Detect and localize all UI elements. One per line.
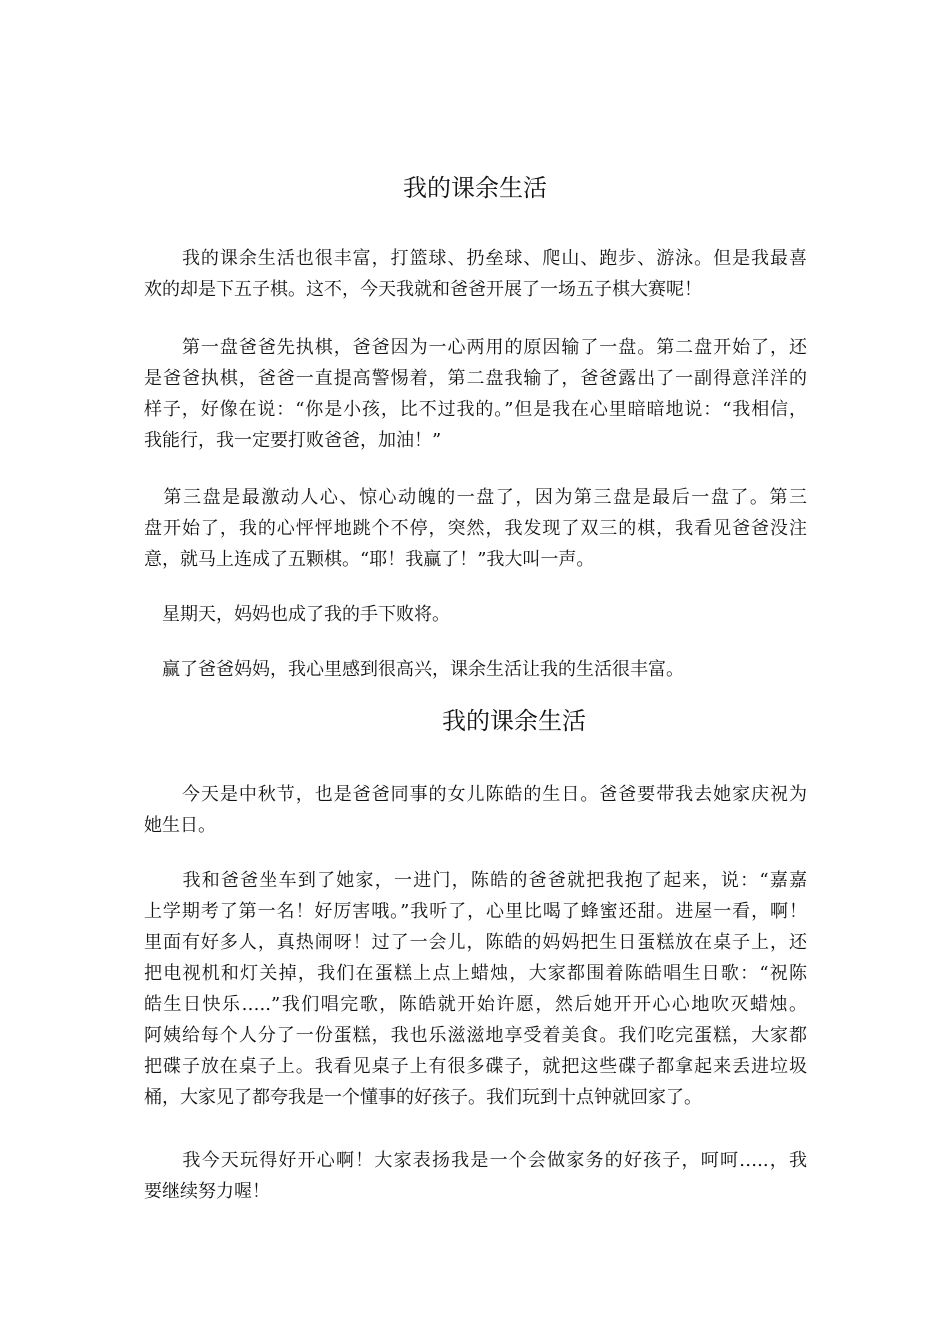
text-line: 是爸爸执棋，爸爸一直提高警惕着，第二盘我输了，爸爸露出了一副得意洋洋的 bbox=[144, 368, 807, 389]
text-line: 意，就马上连成了五颗棋。“耶！我赢了！”我大叫一声。 bbox=[144, 549, 595, 570]
text-line: 要继续努力喔！ bbox=[144, 1181, 270, 1202]
essay-2-title: 我的课余生活 bbox=[442, 707, 586, 735]
text-line: 今天是中秋节，也是爸爸同事的女儿陈皓的生日。爸爸要带我去她家庆祝为 bbox=[144, 784, 807, 805]
text-line: 第一盘爸爸先执棋，爸爸因为一心两用的原因输了一盘。第二盘开始了，还 bbox=[144, 337, 807, 358]
essay-2-paragraph-3 bbox=[144, 1145, 807, 1207]
text-line: 把碟子放在桌子上。我看见桌子上有很多碟子，就把这些碟子都拿起来丢进垃圾 bbox=[144, 1056, 807, 1077]
text-line: 我的课余生活也很丰富，打篮球、扔垒球、爬山、跑步、游泳。但是我最喜 bbox=[144, 248, 807, 269]
text-line: 上学期考了第一名！好厉害哦。”我听了，心里比喝了蜂蜜还甜。进屋一看，啊！ bbox=[144, 901, 807, 922]
text-line: 我能行，我一定要打败爸爸，加油！” bbox=[144, 430, 442, 451]
text-line: 第三盘是最激动人心、惊心动魄的一盘了，因为第三盘是最后一盘了。第三 bbox=[144, 487, 807, 508]
essay-2-paragraph-1 bbox=[144, 779, 807, 841]
essay-1-title: 我的课余生活 bbox=[403, 174, 547, 202]
text-line: 皓生日快乐…..”我们唱完歌，陈皓就开始许愿，然后她开开心心地吹灭蜡烛。 bbox=[144, 994, 807, 1015]
essay-1-paragraph-4 bbox=[144, 599, 807, 630]
essay-1-paragraph-1 bbox=[144, 243, 807, 305]
text-line: 样子，好像在说：“你是小孩，比不过我的。”但是我在心里暗暗地说：“我相信， bbox=[144, 399, 807, 420]
text-line: 里面有好多人，真热闹呀！过了一会儿，陈皓的妈妈把生日蛋糕放在桌子上，还 bbox=[144, 932, 807, 953]
essay-1-paragraph-2 bbox=[144, 332, 807, 456]
text-line: 我今天玩得好开心啊！大家表扬我是一个会做家务的好孩子，呵呵…..，我 bbox=[144, 1150, 807, 1171]
text-line: 赢了爸爸妈妈，我心里感到很高兴，课余生活让我的生活很丰富。 bbox=[144, 659, 684, 680]
text-line: 把电视机和灯关掉，我们在蛋糕上点上蜡烛，大家都围着陈皓唱生日歌：“祝陈 bbox=[144, 963, 807, 984]
text-line: 星期天，妈妈也成了我的手下败将。 bbox=[144, 604, 450, 625]
text-line: 欢的却是下五子棋。这不，今天我就和爸爸开展了一场五子棋大赛呢！ bbox=[144, 279, 702, 300]
essay-1-paragraph-5 bbox=[144, 654, 807, 685]
essay-2-paragraph-2 bbox=[144, 865, 807, 1113]
text-line: 阿姨给每个人分了一份蛋糕，我也乐滋滋地享受着美食。我们吃完蛋糕，大家都 bbox=[144, 1025, 807, 1046]
text-line: 她生日。 bbox=[144, 815, 216, 836]
text-line: 我和爸爸坐车到了她家，一进门，陈皓的爸爸就把我抱了起来，说：“嘉嘉 bbox=[144, 870, 807, 891]
essay-1-paragraph-3 bbox=[144, 482, 807, 575]
text-line: 盘开始了，我的心怦怦地跳个不停，突然，我发现了双三的棋，我看见爸爸没注 bbox=[144, 518, 807, 539]
text-line: 桶，大家见了都夸我是一个懂事的好孩子。我们玩到十点钟就回家了。 bbox=[144, 1087, 702, 1108]
